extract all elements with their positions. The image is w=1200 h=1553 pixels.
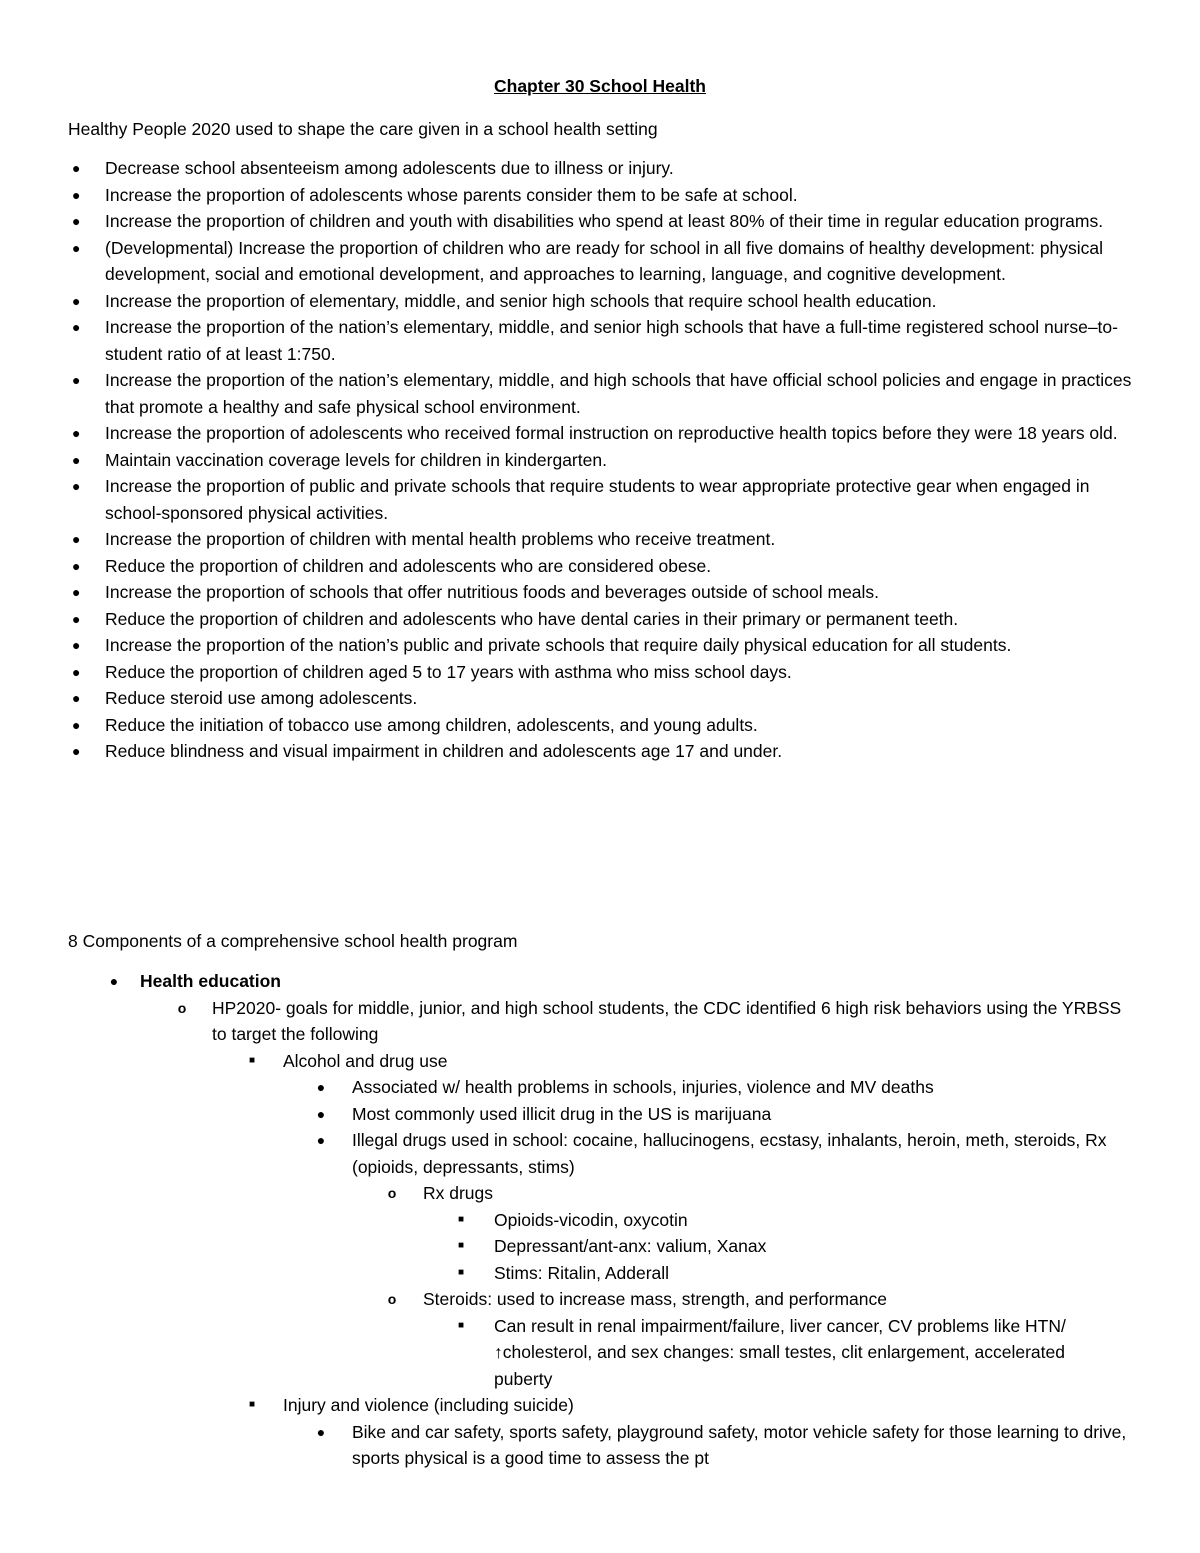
bullet-icon: ● [72, 610, 81, 627]
outline-item-steroids: o Steroids: used to increase mass, strength, and performance [0, 1286, 1143, 1313]
list-item: ● Increase the proportion of children with mental health problems who receive treatment. [68, 526, 1143, 553]
outline-item-alcohol-drug: ■ Alcohol and drug use [0, 1048, 1128, 1075]
circle-bullet-icon: o [177, 999, 187, 1016]
square-bullet-icon: ■ [457, 1240, 465, 1251]
list-item: ● Increase the proportion of children and youth with disabilities who spend at least 80% of their time in regular education programs. [68, 208, 1143, 235]
outline-item-rx-drugs: o Rx drugs [0, 1180, 1143, 1207]
bullet-icon: ● [72, 239, 81, 256]
outline-item-injury-violence: ■ Injury and violence (including suicide) [0, 1392, 1128, 1419]
program-components-outline [0, 968, 1200, 1472]
bullet-icon: ● [72, 743, 81, 759]
list-item: ● Increase the proportion of the nation’s elementary, middle, and senior high schools that have a full-time registered school nurse–to-student ratio of at least 1:750. [68, 314, 1143, 367]
list-item: ● Increase the proportion of adolescents whose parents consider them to be safe at school. [68, 182, 1143, 209]
bullet-icon: ● [72, 160, 81, 176]
bullet-icon: ● [72, 372, 81, 388]
square-bullet-icon: ■ [457, 1266, 465, 1278]
outline-item-hp2020-note: o HP2020- goals for middle, junior, and high school students, the CDC identified 6 high risk behaviors using the YRBSS to target the following [0, 995, 1127, 1048]
bullet-icon: ● [72, 451, 81, 468]
square-bullet-icon: ■ [248, 1399, 256, 1410]
list-item: ● Reduce steroid use among adolescents. [68, 685, 1143, 712]
bullet-icon: ● [72, 478, 81, 494]
list-item: ● Increase the proportion of adolescents who received formal instruction on reproductive health topics before they were 18 years old. [68, 420, 1143, 447]
outline-item-steroid-effects: ■ Can result in renal impairment/failure, liver cancer, CV problems like HTN/↑cholesterol, and sex changes: small testes, clit enlargement, accelerated puberty [0, 1313, 1094, 1393]
bullet-icon: ● [72, 425, 81, 441]
outline-item-stims: ■ Stims: Ritalin, Adderall [0, 1260, 1094, 1287]
bullet-icon: ● [316, 1105, 326, 1122]
circle-bullet-icon: o [387, 1185, 397, 1201]
list-item: ● Increase the proportion of elementary, middle, and senior high schools that require school health education. [68, 288, 1143, 315]
bullet-icon: ● [72, 637, 81, 653]
outline-item-safety: ● Bike and car safety, sports safety, playground safety, motor vehicle safety for those learning to drive, sports physical is a good time to assess the pt [0, 1419, 1142, 1472]
bullet-icon: ● [316, 1423, 326, 1440]
list-item: ● Increase the proportion of public and private schools that require students to wear appropriate protective gear when engaged in school-sponsored physical activities. [68, 473, 1143, 526]
section-heading: 8 Components of a comprehensive school health program [68, 931, 518, 951]
square-bullet-icon: ■ [248, 1054, 256, 1066]
bullet-icon: ● [72, 663, 81, 680]
list-item: ● Increase the proportion of schools that offer nutritious foods and beverages outside of school meals. [68, 579, 1143, 606]
outline-item-health-education: ● Health education [0, 968, 1125, 995]
bullet-icon: ● [72, 690, 81, 706]
list-item: ● Maintain vaccination coverage levels for children in kindergarten. [68, 447, 1143, 474]
bullet-icon: ● [316, 1132, 326, 1148]
bullet-icon: ● [72, 186, 81, 203]
list-item: ● (Developmental) Increase the proportion of children who are ready for school in all five domains of healthy development: physical development, social and emotional development, and approaches to learning, language, and cognitive development. [68, 235, 1143, 288]
list-item: ● Increase the proportion of the nation’s elementary, middle, and high schools that have official school policies and engage in practices that promote a healthy and safe physical school environment. [68, 367, 1143, 420]
list-item: ● Reduce the proportion of children and adolescents who are considered obese. [68, 553, 1143, 580]
intro-text: Healthy People 2020 used to shape the care given in a school health setting [68, 119, 658, 139]
bullet-icon: ● [72, 584, 81, 600]
outline-item-depressants: ■ Depressant/ant-anx: valium, Xanax [0, 1233, 1094, 1260]
list-item: ● Reduce the initiation of tobacco use among children, adolescents, and young adults. [68, 712, 1143, 739]
outline-item-opioids: ■ Opioids-vicodin, oxycotin [0, 1207, 1094, 1234]
page-title: Chapter 30 School Health [494, 76, 706, 96]
list-item: ● Reduce blindness and visual impairment in children and adolescents age 17 and under. [68, 738, 1143, 765]
square-bullet-icon: ■ [457, 1319, 465, 1331]
bullet-icon: ● [72, 716, 81, 733]
bullet-icon: ● [316, 1079, 326, 1095]
bullet-icon: ● [72, 557, 81, 574]
bullet-icon: ● [72, 319, 81, 335]
list-item: ● Reduce the proportion of children aged 5 to 17 years with asthma who miss school days. [68, 659, 1143, 686]
list-item: ● Decrease school absenteeism among adolescents due to illness or injury. [68, 155, 1143, 182]
bullet-icon: ● [109, 973, 119, 989]
outline-item-associated: ● Associated w/ health problems in schools, injuries, violence and MV deaths [0, 1074, 1142, 1101]
bullet-icon: ● [72, 292, 81, 309]
bullet-icon: ● [72, 213, 81, 229]
outline-item-illegal-drugs: ● Illegal drugs used in school: cocaine, hallucinogens, ecstasy, inhalants, heroin, meth, steroids, Rx (opioids, depressants, stims) [0, 1127, 1142, 1180]
list-item: ● Increase the proportion of the nation’s public and private schools that require daily physical education for all students. [68, 632, 1143, 659]
bullet-icon: ● [72, 531, 81, 547]
outline-item-marijuana: ● Most commonly used illicit drug in the US is marijuana [0, 1101, 1142, 1128]
list-item: ● Reduce the proportion of children and adolescents who have dental caries in their primary or permanent teeth. [68, 606, 1143, 633]
hp2020-goals-list [68, 155, 1143, 765]
circle-bullet-icon: o [387, 1291, 397, 1307]
square-bullet-icon: ■ [457, 1213, 465, 1225]
